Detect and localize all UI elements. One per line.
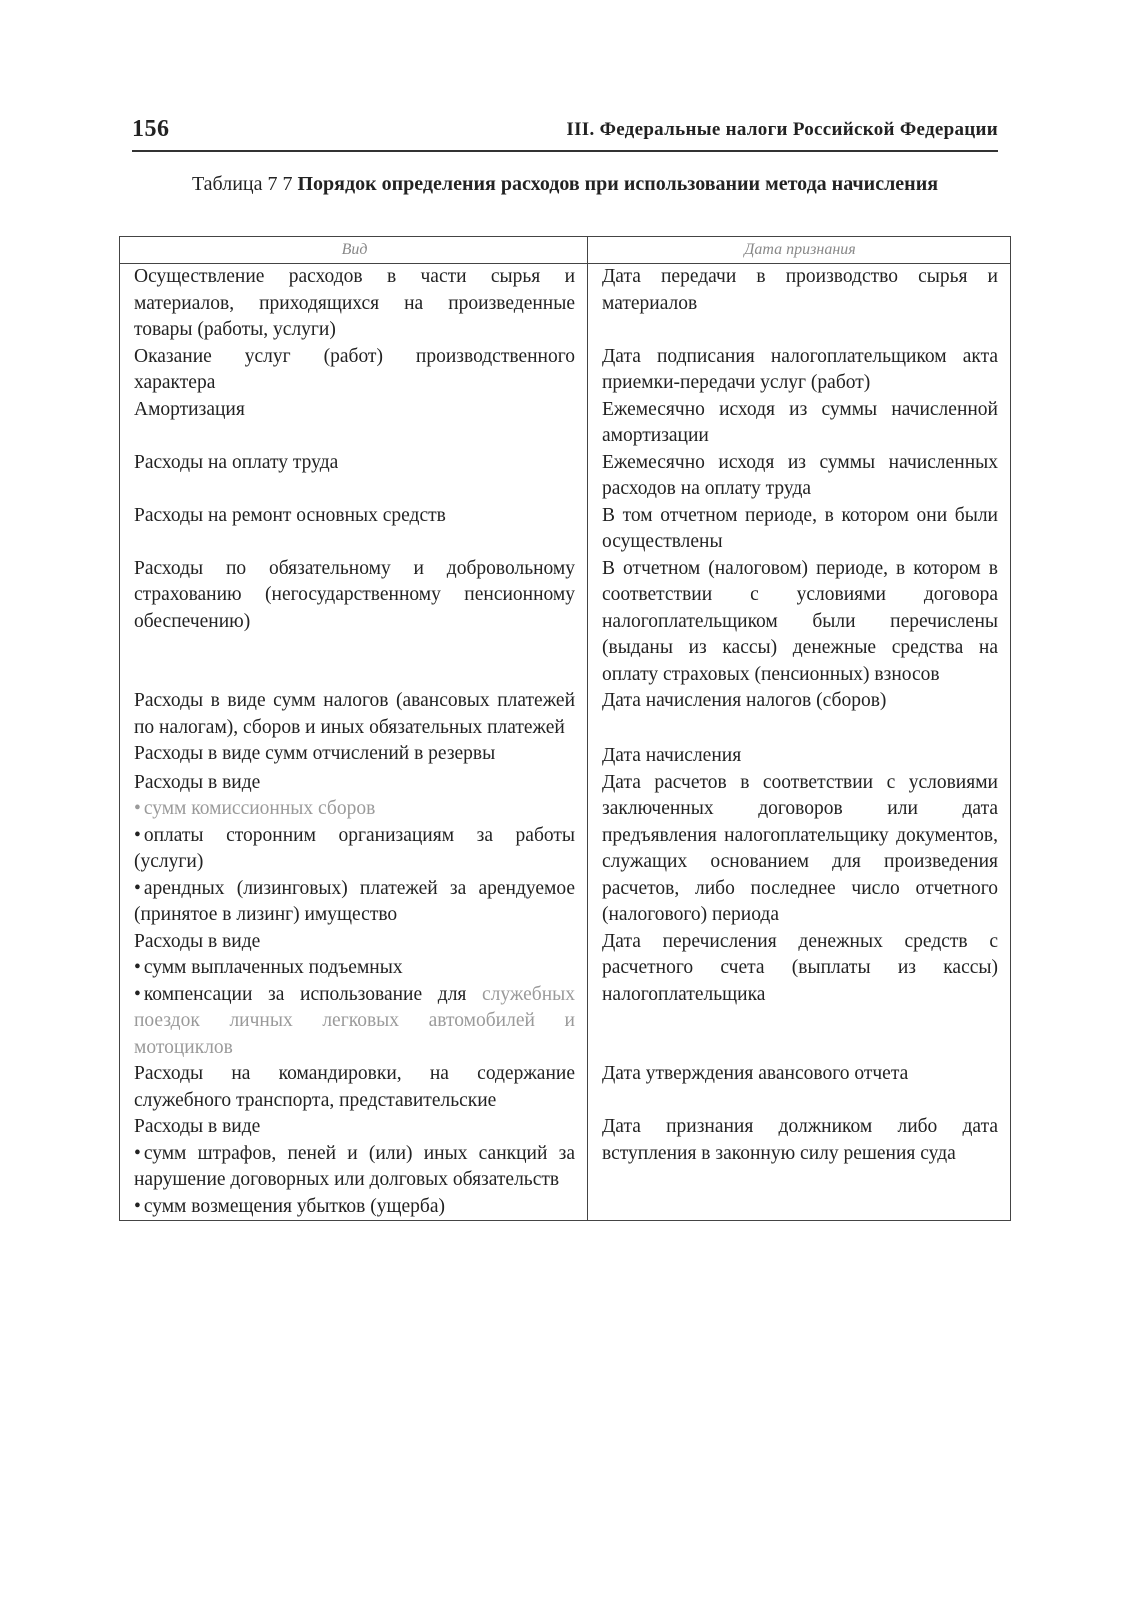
bullet-item-text: сумм выплаченных подъемных	[143, 957, 403, 978]
expense-type-text: Расходы на ремонт основных средств	[134, 504, 446, 526]
recognition-date-text: Дата перечисления денежных средств с расчетного счета (выплаты из кассы) налогоплательщика	[602, 930, 998, 1005]
table-row	[120, 556, 1011, 689]
expense-type-cell	[120, 450, 588, 503]
recognition-date-text: Дата подписания налогоплательщиком акта приемки-передачи услуг (работ)	[602, 345, 998, 393]
expense-type-cell	[120, 1114, 588, 1221]
expense-type-text: Расходы в виде	[134, 930, 261, 952]
header-recognition-date: Дата признания	[588, 237, 1011, 264]
expense-type-text: Расходы на оплату труда	[134, 451, 339, 473]
table-header-row	[120, 237, 1011, 264]
bullet-item-text: сумм комиссионных сборов	[143, 798, 376, 819]
expense-type-cell	[120, 556, 588, 689]
caption-title: Порядок определения расходов при использовании метода начисления	[297, 173, 939, 195]
expense-type-text: Расходы в виде	[134, 771, 261, 793]
expense-type-cell	[120, 929, 588, 1062]
recognition-date-cell	[588, 741, 1011, 770]
caption-label: Таблица 7 7	[191, 173, 293, 195]
bullet-item-text: сумм возмещения убытков (ущерба)	[143, 1195, 445, 1217]
table-row	[120, 503, 1011, 556]
bullet-icon: •	[134, 1195, 141, 1217]
recognition-date-cell	[588, 688, 1011, 741]
bullet-item-tail: служебных поездок личных легковых автомобилей и мотоциклов	[134, 983, 575, 1058]
expense-type-text: Расходы по обязательному и добровольному страхованию (негосударственному пенсионному обеспечению)	[134, 557, 575, 632]
bullet-item	[134, 1194, 575, 1221]
recognition-date-text: Дата начисления налогов (сборов)	[602, 690, 887, 711]
table-row	[120, 264, 1011, 344]
recognition-date-cell	[588, 397, 1011, 450]
expense-type-text: Расходы в виде сумм налогов (авансовых платежей по налогам), сборов и иных обязательных платежей	[134, 690, 575, 738]
bullet-item-text: арендных (лизинговых) платежей за арендуемое (принятое в лизинг) имущество	[134, 877, 575, 925]
expense-type-cell	[120, 503, 588, 556]
expense-type-text: Осуществление расходов в части сырья и материалов, приходящихся на произведенные товары (работы, услуги)	[134, 266, 575, 340]
expense-type-cell	[120, 344, 588, 397]
recognition-date-cell	[588, 1114, 1011, 1221]
expense-type-cell	[120, 688, 588, 741]
bullet-item-text: компенсации за использование для	[143, 983, 467, 1005]
recognition-date-text: Дата расчетов в соответствии с условиями заключенных договоров или дата предъявления налогоплательщику документов, служащих основанием для произведения расчетов, либо последнее число отчетного (налогового) периода	[602, 771, 998, 925]
table-row	[120, 1061, 1011, 1114]
expense-type-text: Расходы на командировки, на содержание служебного транспорта, представительские	[134, 1063, 575, 1111]
recognition-date-text: Дата начисления	[602, 745, 742, 766]
chapter-title: III. Федеральные налоги Российской Федерации	[566, 119, 998, 140]
recognition-date-text: В отчетном (налоговом) периоде, в котором в соответствии с условиями договора налогоплательщиком были перечислены (выданы из кассы) денежные средства на оплату страховых (пенсионных) взносов	[602, 557, 998, 685]
bullet-icon: •	[134, 1142, 141, 1164]
expense-type-cell	[120, 264, 588, 344]
expense-type-cell	[120, 1061, 588, 1114]
bullet-item	[134, 823, 575, 876]
bullet-icon: •	[134, 798, 141, 819]
expense-type-cell	[120, 397, 588, 450]
recognition-date-cell	[588, 344, 1011, 397]
recognition-date-text: Ежемесячно исходя из суммы начисленной амортизации	[602, 398, 998, 446]
bullet-item	[134, 796, 575, 823]
bullet-icon: •	[134, 957, 141, 978]
bullet-item-text: сумм штрафов, пеней и (или) иных санкций за нарушение договорных или долговых обязательств	[134, 1142, 575, 1190]
expense-type-text: Оказание услуг (работ) производственного характера	[134, 345, 575, 393]
table-row	[120, 1114, 1011, 1221]
recognition-date-cell	[588, 1061, 1011, 1114]
expense-type-text: Амортизация	[134, 398, 245, 420]
table-row	[120, 741, 1011, 770]
bullet-icon: •	[134, 824, 141, 846]
recognition-date-cell	[588, 264, 1011, 344]
recognition-date-text: Ежемесячно исходя из суммы начисленных расходов на оплату труда	[602, 451, 998, 499]
table-row	[120, 688, 1011, 741]
recognition-date-cell	[588, 770, 1011, 929]
recognition-date-cell	[588, 503, 1011, 556]
table-row	[120, 397, 1011, 450]
table-row	[120, 770, 1011, 929]
recognition-date-text: Дата признания должником либо дата вступления в законную силу решения суда	[602, 1116, 998, 1164]
header-type: Вид	[120, 237, 588, 264]
table-row	[120, 929, 1011, 1062]
running-head	[132, 112, 998, 152]
recognition-date-cell	[588, 556, 1011, 689]
bullet-item	[134, 955, 575, 982]
expense-type-cell	[120, 741, 588, 770]
bullet-item	[134, 982, 575, 1062]
bullet-icon: •	[134, 877, 141, 899]
bullet-item	[134, 876, 575, 929]
expense-recognition-table	[119, 236, 1011, 1221]
recognition-date-cell	[588, 929, 1011, 1062]
table-caption	[132, 172, 998, 197]
expense-type-text: Расходы в виде	[134, 1116, 261, 1137]
bullet-icon: •	[134, 983, 141, 1005]
recognition-date-text: В том отчетном периоде, в котором они были осуществлены	[602, 504, 998, 552]
recognition-date-cell	[588, 450, 1011, 503]
expense-type-cell	[120, 770, 588, 929]
bullet-item	[134, 1141, 575, 1194]
bullet-item-text: оплаты сторонним организациям за работы (услуги)	[134, 824, 575, 872]
recognition-date-text: Дата передачи в производство сырья и материалов	[602, 266, 998, 314]
page-number: 156	[132, 116, 170, 142]
expense-type-text: Расходы в виде сумм отчислений в резервы	[134, 743, 496, 764]
table-body	[120, 264, 1011, 1221]
table-row	[120, 344, 1011, 397]
recognition-date-text: Дата утверждения авансового отчета	[602, 1063, 909, 1084]
table-row	[120, 450, 1011, 503]
